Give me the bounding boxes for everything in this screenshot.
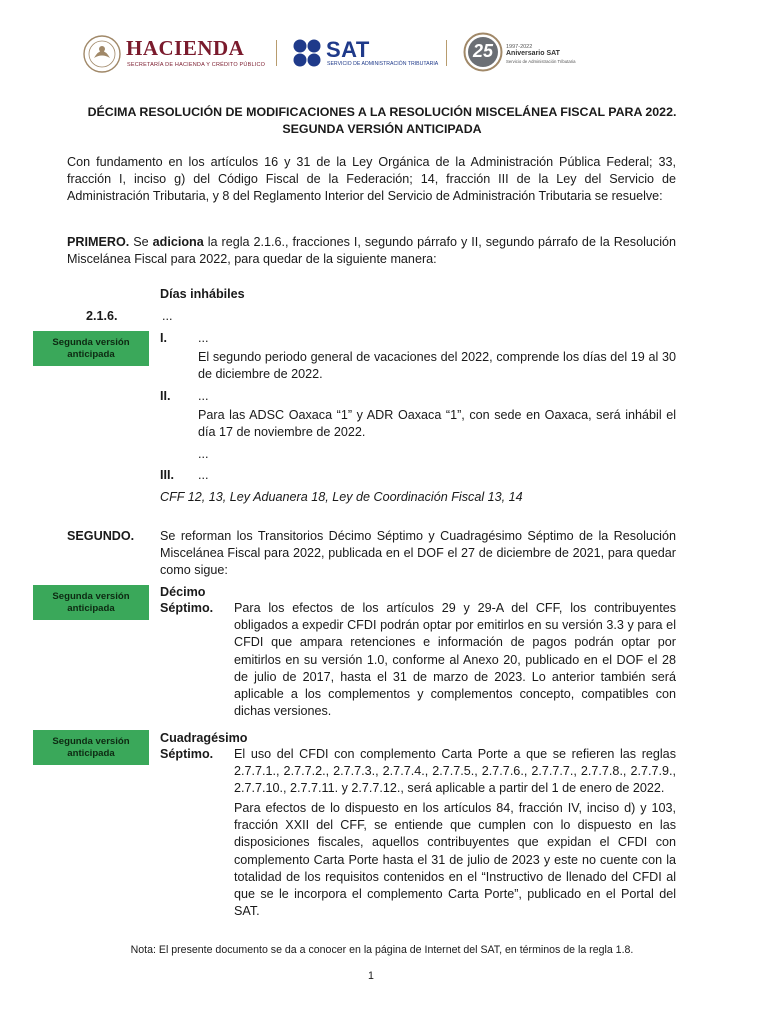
logo-separator — [276, 40, 277, 66]
rule-heading: Días inhábiles — [160, 287, 245, 301]
rule-ellipsis: ... — [162, 309, 173, 323]
cuadragesimo-text-2: Para efectos de lo dispuesto en los artículos 84, fracción IV, inciso d) y 103, fracción XXII del CFF, se entiende que cumplen con lo dispuesto en las disposiciones fiscales, aquellos contribuyentes que expidan el CFDI con complemento Carta Porte hasta el 31 de julio de 2023 y este no cuente con la totalidad de los requisitos contenidos en el “Instructivo de llenado del CFDI al que se le incorpora el complemento Carta Porte”, publicado en el Portal del SAT. — [234, 801, 676, 919]
fraction-ii-label: II. — [160, 389, 171, 403]
hacienda-logo-text: HACIENDA — [126, 36, 245, 60]
hacienda-logo-subtitle: SECRETARÍA DE HACIENDA Y CRÉDITO PÚBLICO — [127, 62, 266, 68]
sat-logo-text: SAT — [326, 37, 370, 62]
anniversary-subtitle: Servicio de Administración Tributaria — [506, 59, 576, 64]
decimo-label-1: Décimo — [160, 585, 206, 599]
status-badge: Segunda versión anticipada — [33, 331, 149, 366]
sat-logo-subtitle: SERVICIO DE ADMINISTRACIÓN TRIBUTARIA — [327, 61, 439, 67]
page-number: 1 — [368, 970, 374, 982]
anniversary-years: 1997-2022 — [506, 44, 533, 50]
segundo-label: SEGUNDO. — [67, 529, 135, 543]
cuadragesimo-label-1: Cuadragésimo — [160, 731, 248, 745]
cuadragesimo-label-2: Séptimo. — [160, 747, 214, 761]
fraction-i-ellipsis: ... — [198, 331, 209, 345]
status-badge: Segunda versión anticipada — [33, 585, 149, 620]
cuadragesimo-text-1: El uso del CFDI con complemento Carta Porte a que se refieren las reglas 2.7.7.1., 2.7.7.2., 2.7.7.3., 2.7.7.4., 2.7.7.5., 2.7.7.6., 2.7.7.7., 2.7.7.8., 2.7.7.9., 2.7.7.10., 2.7.7.11. y 2.7.7.12., será aplicable a partir del 1 de enero de 2022. — [234, 747, 676, 796]
mexico-coat-of-arms-icon — [82, 34, 122, 74]
fraction-iii-ellipsis: ... — [198, 468, 209, 482]
decimo-text: Para los efectos de los artículos 29 y 29-A del CFF, los contribuyentes obligados a expedir CFDI podrán optar por emitirlos en su versión 3.3 y para el CFDI que ampara retenciones e información de pagos podrán optar por emitirlos en su versión 1.0, conforme al Anexo 20, publicado en el DOF el 28 de julio de 2017, hasta el 31 de marzo de 2023. Lo anterior también será aplicable a los complementos y complementos concepto, compatibles con dichas versiones. — [234, 601, 676, 719]
primero-pre: Se — [133, 235, 149, 249]
fraction-ii-trailing-ellipsis: ... — [198, 447, 209, 461]
primero-paragraph — [67, 234, 676, 268]
segundo-text: Se reforman los Transitorios Décimo Séptimo y Cuadragésimo Séptimo de la Resolución Miscelánea Fiscal para 2022, publicada en el DOF el 27 de diciembre de 2021, para quedar como sigue: — [160, 529, 676, 578]
sat-logo-icon — [292, 38, 322, 68]
fraction-i-label: I. — [160, 331, 167, 345]
anniversary-number: 25 — [472, 41, 494, 61]
title-line-2: SEGUNDA VERSIÓN ANTICIPADA — [282, 122, 482, 136]
logo-separator — [446, 40, 447, 66]
status-badge: Segunda versión anticipada — [33, 730, 149, 765]
anniversary-title: Aniversario SAT — [506, 50, 560, 57]
fraction-i-text: El segundo periodo general de vacaciones del 2022, comprende los días del 19 al 30 de diciembre de 2022. — [198, 350, 676, 382]
intro-paragraph: Con fundamento en los artículos 16 y 31 de la Ley Orgánica de la Administración Pública Federal; 33, fracción I, inciso g) del Código Fiscal de la Federación; 14, fracción III de la Ley del Servicio de Administración Tributaria, y 8 del Reglamento Interior del Servicio de Administración Tributaria se resuelve: — [67, 155, 676, 204]
fraction-ii-text: Para las ADSC Oaxaca “1” y ADR Oaxaca “1”, con sede en Oaxaca, será inhábil el día 17 de noviembre de 2022. — [198, 408, 676, 440]
primero-label: PRIMERO. — [67, 235, 130, 249]
fraction-ii-ellipsis: ... — [198, 389, 209, 403]
primero-verb: adiciona — [152, 235, 204, 249]
decimo-label-2: Séptimo. — [160, 601, 214, 615]
fraction-iii-label: III. — [160, 468, 174, 482]
primero-text: la regla 2.1.6., fracciones I, segundo párrafo y II, segundo párrafo de la Resolución Miscelánea Fiscal para 2022, para quedar de la siguiente manera: — [67, 235, 677, 267]
rule-number: 2.1.6. — [86, 309, 118, 323]
document-title — [40, 104, 724, 138]
rule-citation: CFF 12, 13, Ley Aduanera 18, Ley de Coordinación Fiscal 13, 14 — [160, 490, 523, 504]
title-line-1: DÉCIMA RESOLUCIÓN DE MODIFICACIONES A LA RESOLUCIÓN MISCELÁNEA FISCAL PARA 2022. — [87, 105, 677, 119]
footer-note: Nota: El presente documento se da a conocer en la página de Internet del SAT, en términos de la regla 1.8. — [130, 944, 634, 956]
